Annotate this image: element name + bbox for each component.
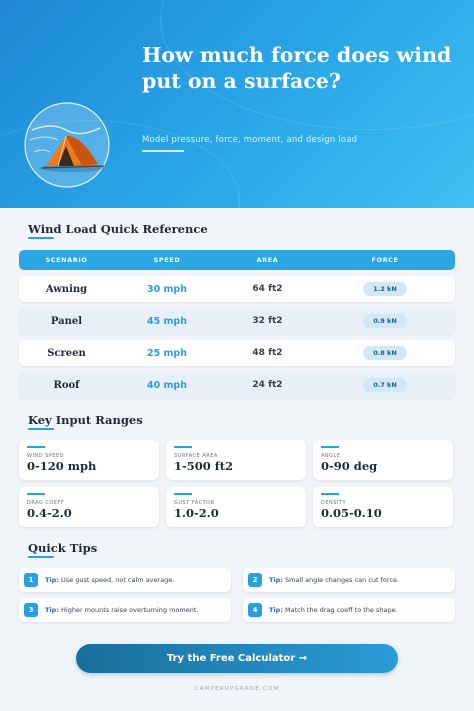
column-header-area: AREA <box>256 256 279 264</box>
range-label: ANGLE <box>321 453 341 459</box>
card-accent-bar <box>321 493 339 495</box>
force-cell <box>315 378 455 392</box>
try-calculator-button[interactable]: Try the Free Calculator → <box>76 644 398 673</box>
section-underline <box>28 237 54 239</box>
range-card-density <box>313 487 453 527</box>
tip-body: Match the drag coeff to the shape. <box>285 606 398 614</box>
footer-site-link[interactable]: CAMPERUPGRADE.COM <box>194 686 280 692</box>
reference-section-title: Wind Load Quick Reference <box>28 222 208 236</box>
range-card-drag-coeff <box>19 487 159 527</box>
table-row <box>19 276 455 302</box>
tip-card-2 <box>243 568 455 592</box>
range-label: SURFACE AREA <box>174 453 218 459</box>
page-subtitle: Model pressure, force, moment, and design load <box>142 135 358 145</box>
force-cell <box>315 282 455 296</box>
tip-text <box>269 576 399 584</box>
area-cell: 24 ft2 <box>252 380 283 390</box>
column-header-scenario: SCENARIO <box>45 256 88 264</box>
tip-key-label: Tip: <box>269 576 283 584</box>
force-badge: 0.7 kN <box>363 378 407 392</box>
tip-card-1 <box>19 568 231 592</box>
tip-key-label: Tip: <box>45 606 59 614</box>
range-value: 1-500 ft2 <box>174 459 234 473</box>
speed-cell: 30 mph <box>147 283 187 295</box>
range-value: 0.4-2.0 <box>27 506 72 520</box>
tent-in-wind-icon <box>22 102 112 188</box>
area-cell: 32 ft2 <box>252 316 283 326</box>
page-title: How much force does wind put on a surface? <box>142 43 452 93</box>
tip-text <box>45 606 198 614</box>
tip-card-3 <box>19 598 231 622</box>
tip-card-4 <box>243 598 455 622</box>
tip-number-badge: 3 <box>24 603 38 617</box>
card-accent-bar <box>27 446 45 448</box>
force-cell <box>315 314 455 328</box>
tip-body: Use gust speed, not calm average. <box>61 576 175 584</box>
range-card-wind-speed <box>19 440 159 480</box>
card-accent-bar <box>174 446 192 448</box>
column-header-force: FORCE <box>371 256 399 264</box>
range-card-angle <box>313 440 453 480</box>
scenario-cell: Roof <box>53 379 80 391</box>
card-accent-bar <box>27 493 45 495</box>
table-row <box>19 372 455 398</box>
table-row <box>19 340 455 366</box>
range-card-gust-factor <box>166 487 306 527</box>
area-cell: 64 ft2 <box>252 284 283 294</box>
tip-number-badge: 1 <box>24 573 38 587</box>
range-card-surface-area <box>166 440 306 480</box>
scenario-cell: Screen <box>47 347 86 359</box>
table-row <box>19 308 455 334</box>
force-cell <box>315 346 455 360</box>
scenario-cell: Panel <box>50 315 83 327</box>
range-label: DENSITY <box>321 500 347 506</box>
tip-text <box>269 606 398 614</box>
subtitle-divider <box>142 150 184 152</box>
range-label: GUST FACTOR <box>174 500 215 506</box>
force-badge: 1.2 kN <box>363 282 407 296</box>
reference-table-header <box>19 250 455 270</box>
range-label: WIND SPEED <box>27 453 64 459</box>
speed-cell: 25 mph <box>147 347 187 359</box>
card-accent-bar <box>321 446 339 448</box>
hero-banner <box>0 0 474 208</box>
range-value: 0-90 deg <box>321 459 378 473</box>
speed-cell: 45 mph <box>147 315 187 327</box>
force-badge: 0.8 kN <box>363 346 407 360</box>
range-value: 1.0-2.0 <box>174 506 219 520</box>
section-underline <box>28 428 54 430</box>
section-underline <box>28 556 54 558</box>
column-header-speed: SPEED <box>153 256 181 264</box>
range-value: 0-120 mph <box>27 459 97 473</box>
tip-key-label: Tip: <box>269 606 283 614</box>
tip-number-badge: 4 <box>248 603 262 617</box>
area-cell: 48 ft2 <box>252 348 283 358</box>
tip-text <box>45 576 174 584</box>
scenario-cell: Awning <box>45 283 88 295</box>
tip-body: Higher mounts raise overturning moment. <box>61 606 199 614</box>
ranges-section-title: Key Input Ranges <box>28 413 143 427</box>
card-accent-bar <box>174 493 192 495</box>
range-label: DRAG COEFF <box>27 500 65 506</box>
speed-cell: 40 mph <box>147 379 187 391</box>
tip-number-badge: 2 <box>248 573 262 587</box>
tip-body: Small angle changes can cut force. <box>285 576 400 584</box>
tip-key-label: Tip: <box>45 576 59 584</box>
tips-section-title: Quick Tips <box>28 541 98 555</box>
range-value: 0.05-0.10 <box>321 506 382 520</box>
force-badge: 0.9 kN <box>363 314 407 328</box>
